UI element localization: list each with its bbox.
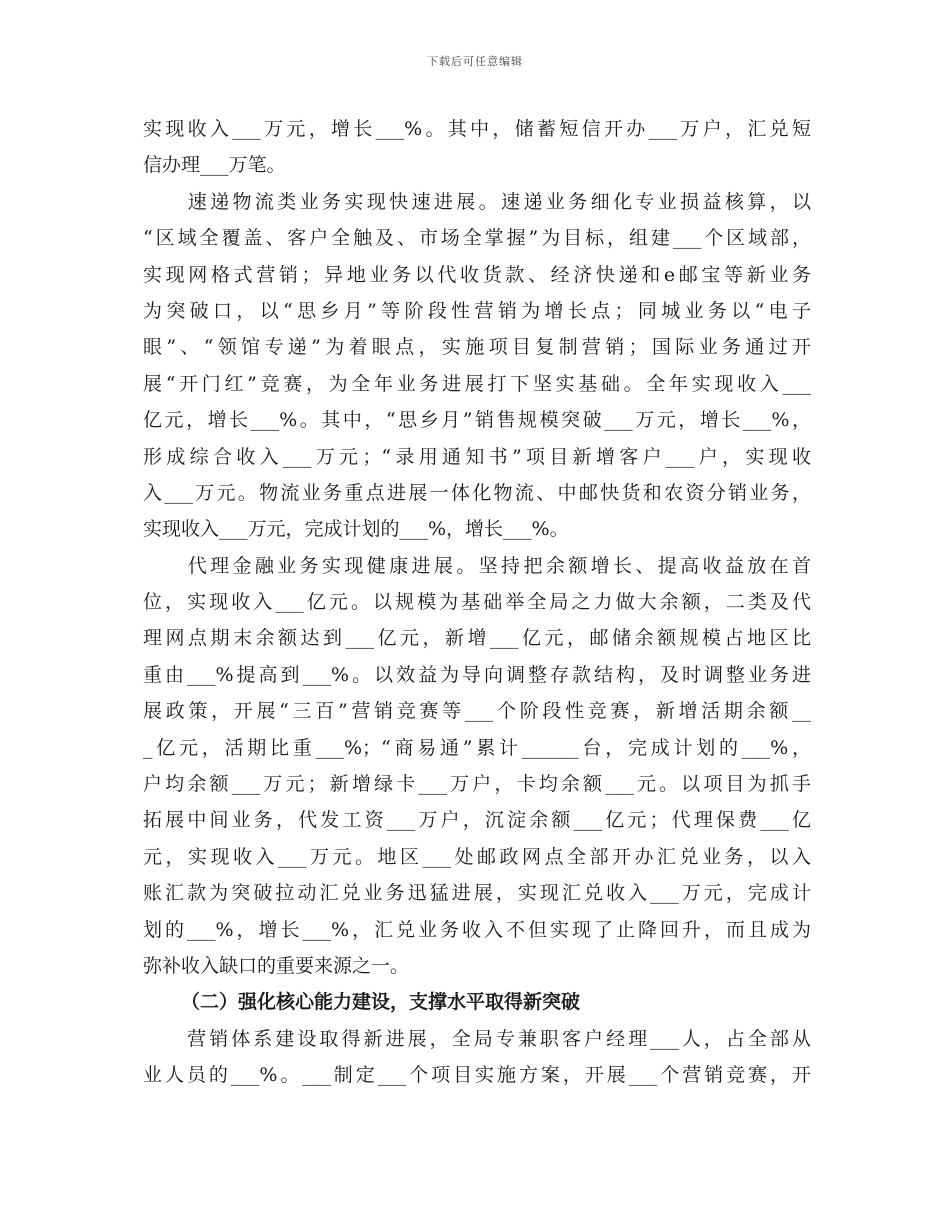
text-line: 户均余额___万元；新增绿卡___万户，卡均余额___元。以项目为抓手 [143,773,811,796]
text-line: 位，实现收入___亿元。以规模为基础举全局之力做大余额，二类及代 [143,591,811,614]
text-line: 实现收入___万元，增长___%。其中，储蓄短信开办___万户，汇兑短 [143,118,811,140]
text-line: 实现网格式营销；异地业务以代收货款、经济快递和e邮宝等新业务 [143,263,811,286]
text-line: 划的___%，增长___%，汇兑业务收入不但实现了止降回升，而且成为 [143,918,811,941]
text-line: 展“开门红”竞赛，为全年业务进展打下坚实基础。全年实现收入___ [143,372,811,395]
text-line: 业人员的___%。___制定___个项目实施方案，开展___个营销竞赛，开 [143,1064,811,1087]
text-line: 展政策，开展“三百”营销竞赛等___个阶段性竞赛，新增活期余额__ [143,700,811,723]
section-heading: （二）强化核心能力建设，支撑水平取得新突破 [181,991,581,1014]
text-line: 形成综合收入___万元；“录用通知书”项目新增客户___户，实现收 [143,445,811,468]
text-line: 亿元，增长___%。其中，“思乡月”销售规模突破___万元，增长___%， [143,409,811,432]
text-line: 为突破口，以“思乡月”等阶段性营销为增长点；同城业务以“电子 [143,299,811,322]
text-line: 弥补收入缺口的重要来源之一。 [143,954,410,977]
text-line: 实现收入___万元，完成计划的___%，增长___%。 [143,518,569,541]
text-line: _亿元，活期比重___%；“商易通”累计______台，完成计划的___%， [143,736,811,759]
text-line: “区域全覆盖、客户全触及、市场全掌握”为目标，组建___个区域部， [143,227,811,250]
document-body [143,111,811,1094]
paragraph-start: 速递物流类业务实现快速进展。速递业务细化专业损益核算，以 [143,190,811,213]
paragraph-start: 营销体系建设取得新进展，全局专兼职客户经理___人，占全部从 [143,1027,811,1050]
paragraph-start: 代理金融业务实现健康进展。坚持把余额增长、提高收益放在首 [143,554,811,577]
text-line: 入___万元。物流业务重点进展一体化物流、中邮快货和农资分销业务， [143,481,811,504]
text-line: 元，实现收入___万元。地区___处邮政网点全部开办汇兑业务，以入 [143,845,811,868]
text-line: 理网点期末余额达到___亿元，新增___亿元，邮储余额规模占地区比 [143,627,811,650]
page-header: 下载后可任意编辑 [427,55,523,68]
text-line: 重由___%提高到___%。以效益为导向调整存款结构，及时调整业务进 [143,663,811,686]
text-line: 眼”、“领馆专递”为着眼点，实施项目复制营销；国际业务通过开 [143,336,811,359]
text-line: 信办理___万笔。 [143,154,286,177]
text-line: 账汇款为突破拉动汇兑业务迅猛进展，实现汇兑收入___万元，完成计 [143,882,811,905]
text-line: 拓展中间业务，代发工资___万户，沉淀余额___亿元；代理保费___亿 [143,809,811,832]
